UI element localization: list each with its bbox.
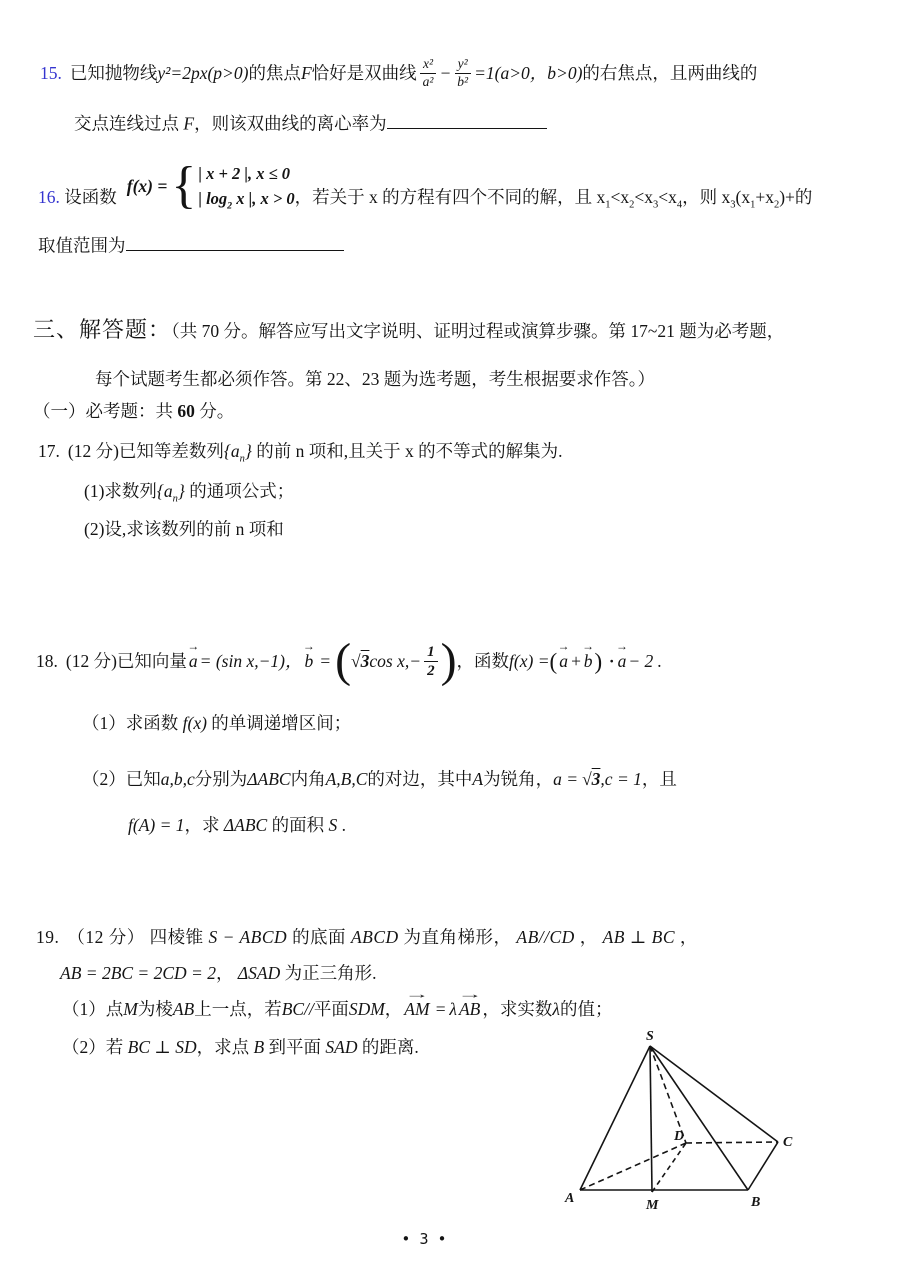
q18-vector-a: → a	[187, 639, 200, 671]
q18-sqrt-3: √3	[351, 650, 370, 671]
question-16-line-1	[38, 146, 812, 212]
pyramid-figure	[553, 1028, 813, 1220]
minus-sign: −	[439, 62, 452, 83]
question-18-part-1: （1）求函数 f(x) 的单调递增区间；	[82, 713, 352, 733]
q15-text: 交点连线过点	[74, 113, 184, 134]
vertex-label-C: C	[783, 1135, 793, 1150]
question-19-part-1: （1）点 M 为棱 AB 上一点，若 BC// 平面 SDM ， → AM = λ → AB ，求实数 λ 的值；	[62, 987, 613, 1019]
q18-function-fx: f(x) =	[509, 650, 550, 671]
question-19-line-2: AB = 2BC = 2CD = 2， ΔSAD 为正三角形.	[60, 963, 377, 983]
q16-case-1: | x + 2 |, x ≤ 0	[198, 164, 291, 184]
question-19-part-2: （2）若 BC ⊥ SD，求点 B 到平面 SAD 的距离.	[62, 1037, 419, 1057]
question-17-line-1: 17. (12 分)已知等差数列$\{a_n\}$ 的前 n 项和,且关于 x 的不等式的解集为.	[38, 441, 563, 465]
q15-text: 的右焦点，且两曲线的	[582, 62, 758, 83]
question-16-line-2	[38, 232, 344, 257]
question-15-line-2	[74, 110, 547, 135]
vector-arrow-icon: →	[302, 639, 315, 654]
section-3-desc-1: （共 70 分。解答应写出文字说明、证明过程或演算步骤。第 17~21 题为必考题，	[171, 321, 785, 341]
q16-label: 设函数	[64, 187, 117, 208]
vector-arrow-icon: →	[582, 639, 595, 654]
q18-vector-b: → b	[302, 639, 315, 671]
vector-arrow-icon: →	[557, 639, 570, 654]
vertex-label-M: M	[646, 1198, 659, 1213]
q15-text: 的焦点	[248, 62, 301, 83]
q15-parabola-equation: y²=2px(p>0)	[157, 62, 249, 83]
vertex-label-B: B	[751, 1195, 761, 1210]
q18-text: ，函数	[456, 650, 510, 671]
question-17-part-1: (1)求数列$\{a_n\}$ 的通项公式；	[84, 481, 295, 505]
edge-M-D	[652, 1143, 686, 1192]
edge-S-A	[580, 1046, 650, 1190]
vector-arrow-icon: →	[616, 639, 628, 654]
question-15-line-1	[40, 44, 757, 102]
pyramid-svg	[553, 1028, 813, 1220]
equals-sign: =	[434, 998, 447, 1019]
q18-tail: − 2 .	[628, 650, 663, 671]
q18-vector-b: → b	[582, 639, 595, 671]
section-3-subsection: （一）必考题：共 60 分。	[33, 401, 235, 421]
question-16-number: 16.	[38, 187, 60, 208]
q15-point-F: F	[183, 113, 195, 134]
q15-hyperbola-condition: =1(a>0，b>0)	[474, 62, 583, 83]
close-paren: )	[440, 634, 457, 687]
q15-fraction-x2-a2: $\frac{\text{x²}}{\text{a²}}$	[420, 56, 437, 89]
close-paren: ) ·	[594, 648, 616, 674]
q18-fraction-one-half: $\frac{1}{2}$	[424, 643, 438, 680]
q16-cases	[198, 163, 294, 209]
vector-arrow-icon: →	[187, 639, 200, 654]
q16-piecewise-function	[126, 157, 295, 214]
q19-lambda: λ	[449, 998, 457, 1019]
edge-S-C	[650, 1046, 778, 1142]
q17-sequence-an: $\{a_n\}$	[156, 481, 185, 505]
edge-B-C	[748, 1142, 778, 1190]
section-3-header	[33, 316, 784, 345]
q17-sequence-an: $\{a_n\}$	[223, 441, 252, 465]
q18-vector-a: → a	[616, 639, 628, 671]
question-16-lead	[38, 186, 117, 212]
edge-S-M	[650, 1046, 652, 1192]
vector-arrow-icon: →	[404, 987, 430, 1002]
equals-sign: =	[319, 650, 332, 671]
question-18-part-2-cont: f(A) = 1，求 ΔABC 的面积 S .	[128, 815, 346, 835]
q15-text: ，则该双曲线的离心率为	[194, 113, 387, 134]
q15-text: 恰好是双曲线	[311, 62, 417, 83]
q16-text: 取值范围为	[38, 235, 126, 256]
q18-text: (12 分)已知向量	[65, 650, 187, 671]
q19-vector-AM: → AM	[404, 987, 430, 1019]
q18-vector-a-value: = (sin x,−1)，	[199, 650, 303, 671]
q16-case-2: | $\log_2 x$ |, x > 0	[198, 188, 295, 211]
q16-condition-text: ，若关于 x 的方程有四个不同的解，且 $x_1<x_2<x_3<x_4$，则 $x_3(x_1+x_2)+$的	[294, 187, 813, 211]
question-18-part-2: （2）已知 a,b,c 分别为 ΔABC 内角 A,B,C 的对边，其中 A 为锐角， a = √3 ,c = 1 ，且	[82, 768, 677, 789]
open-paren: (	[549, 648, 558, 674]
vector-arrow-icon: →	[457, 987, 483, 1002]
q15-fraction-y2-b2: $\frac{\text{y²}}{\text{b²}}$	[454, 56, 471, 89]
question-17-part-2: (2)设,求该数列的前 n 项和	[84, 519, 284, 539]
question-19-number: 19.	[36, 927, 60, 947]
question-17-number: 17.	[38, 441, 60, 461]
question-18-line-1	[36, 628, 662, 694]
q16-answer-blank	[126, 232, 344, 251]
q15-focus-F: F	[300, 62, 312, 83]
q16-fx: f(x) =	[126, 175, 168, 196]
edge-S-B	[650, 1046, 748, 1190]
plus-sign: +	[569, 650, 582, 671]
section-3-title: 三、解答题：	[33, 317, 172, 342]
vertex-label-D: D	[674, 1129, 685, 1144]
q15-text: 已知抛物线	[69, 62, 158, 83]
page-number: • 3 •	[401, 1230, 447, 1248]
q16-brace: {	[171, 157, 197, 214]
q18-vector-a: → a	[557, 639, 570, 671]
edge-D-C	[686, 1142, 778, 1143]
open-paren: (	[335, 634, 352, 687]
question-18-number: 18.	[36, 650, 58, 671]
vertex-label-A: A	[565, 1191, 575, 1206]
q18-sqrt-3: √3	[582, 768, 601, 789]
vertex-label-S: S	[646, 1029, 654, 1044]
question-15-number: 15.	[40, 62, 62, 83]
q18-cos-term: cos x,−	[369, 650, 422, 671]
section-3-desc-2: 每个试题考生都必须作答。第 22、23 题为选考题，考生根据要求作答。）	[95, 369, 655, 389]
q15-answer-blank	[387, 110, 547, 129]
question-19-line-1: 19. （12 分） 四棱锥 S − ABCD 的底面 ABCD 为直角梯形， AB//CD ， AB ⊥ BC ，	[36, 927, 698, 947]
q19-vector-AB: → AB	[457, 987, 483, 1019]
